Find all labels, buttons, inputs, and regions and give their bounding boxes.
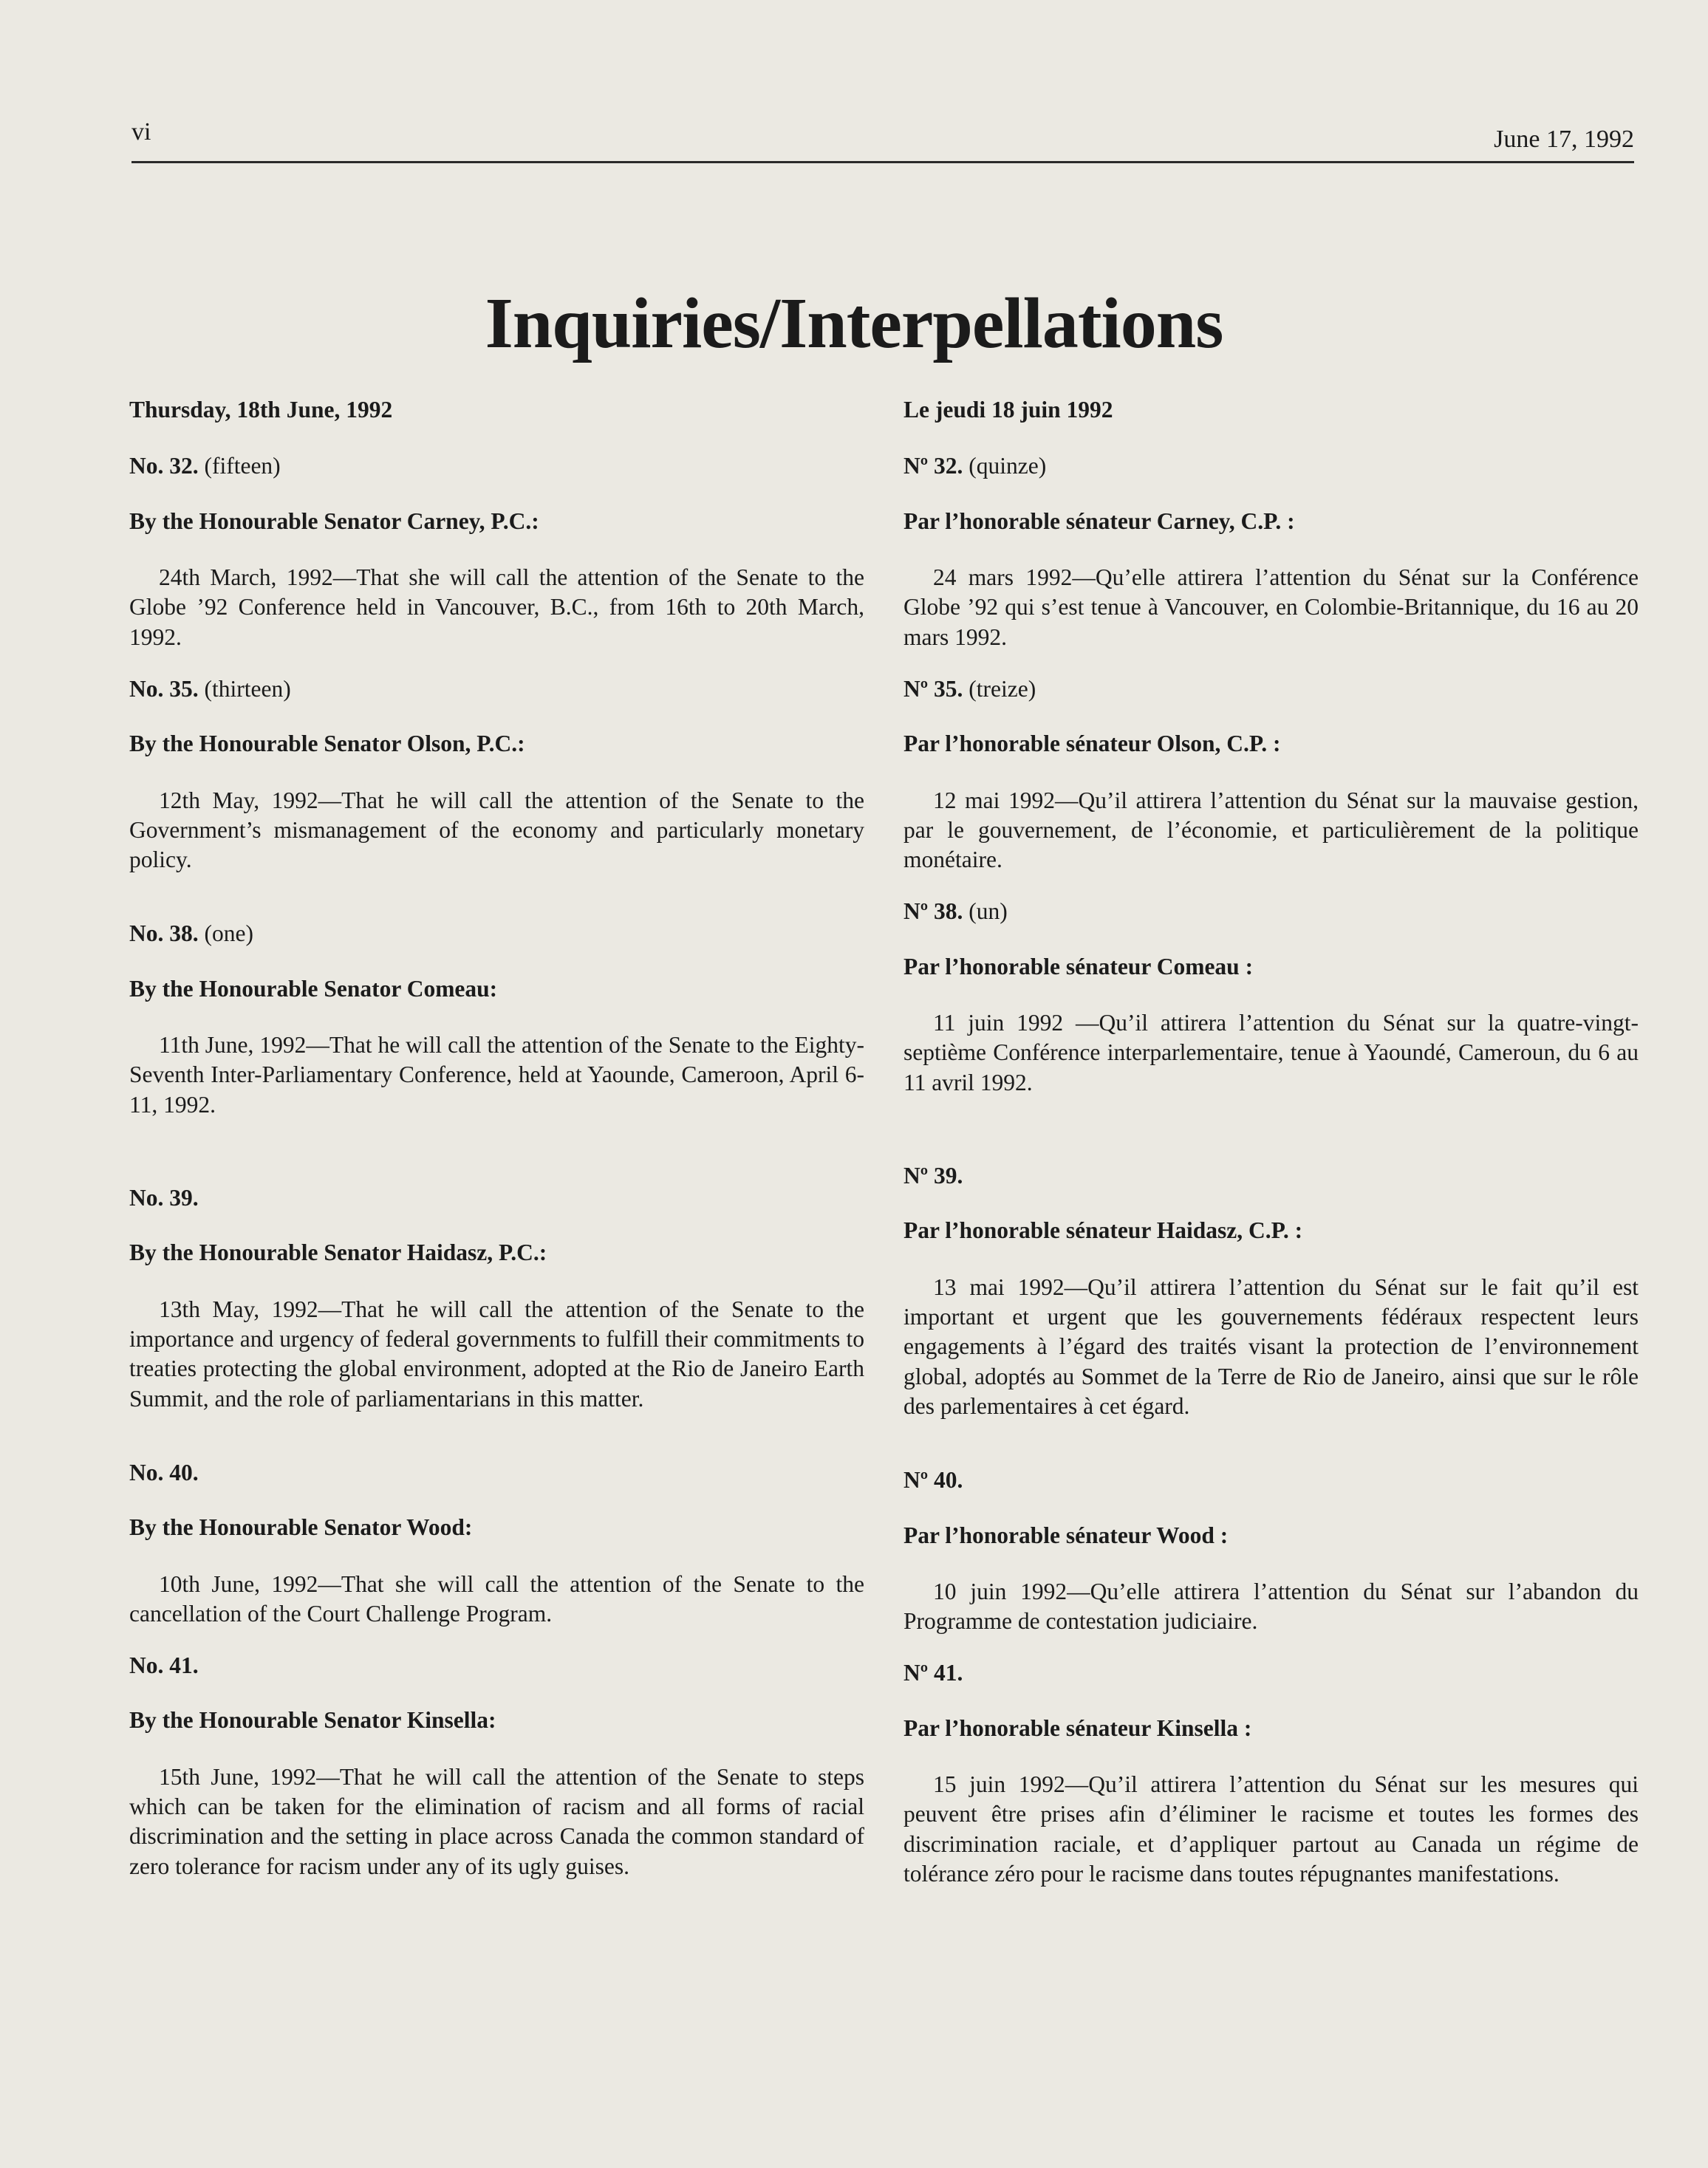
inquiry-sponsor: Par l’honorable sénateur Haidasz, C.P. : [903, 1217, 1303, 1244]
inquiry-sponsor: Par l’honorable sénateur Wood : [903, 1522, 1229, 1548]
inquiry-entry [903, 1658, 1639, 1889]
inquiry-text: 10 juin 1992—Qu’elle attirera l’attention du Sénat sur l’abandon du Programme de contestation judiciaire. [903, 1578, 1639, 1635]
page-title: Inquiries/Interpellations [485, 284, 1223, 363]
inquiry-number: Nº 35. (treize) [903, 675, 1036, 702]
inquiry-text: 13th May, 1992—That he will call the attention of the Senate to the importance and urgency of federal governments to fulfill their commitments to treaties protecting the global environment, adopted at the Rio de Janeiro Earth Summit, and the role of parliamentarians in this matter. [129, 1296, 864, 1412]
inquiry-entry [903, 897, 1639, 1098]
inquiry-text: 24 mars 1992—Qu’elle attirera l’attention du Sénat sur la Conférence Globe ’92 qui s’est tenue à Vancouver, en Colombie-Britannique, du 16 au 20 mars 1992. [903, 564, 1639, 650]
inquiry-sponsor: Par l’honorable sénateur Kinsella : [903, 1714, 1252, 1741]
inquiry-number: Nº 41. [903, 1660, 963, 1686]
inquiry-text: 13 mai 1992—Qu’il attirera l’attention du Sénat sur le fait qu’il est important et urgent que les gouvernements fédéraux respectent leurs engagements à l’égard des traités visant la protection de l’environnement global, adoptés au Sommet de la Terre de Rio de Janeiro, ainsi que sur le rôle des parlementaires à cet égard. [903, 1273, 1639, 1419]
inquiry-number: No. 38. (one) [129, 920, 253, 947]
inquiry-entry [129, 451, 864, 652]
inquiry-entry [129, 919, 864, 1120]
inquiry-sponsor: By the Honourable Senator Haidasz, P.C.: [129, 1239, 547, 1266]
inquiry-number: Nº 40. [903, 1467, 963, 1494]
inquiry-sponsor: By the Honourable Senator Comeau: [129, 975, 498, 1002]
inquiry-sponsor: Par l’honorable sénateur Comeau : [903, 953, 1254, 979]
inquiry-text: 12 mai 1992—Qu’il attirera l’attention du Sénat sur la mauvaise gestion, par le gouvernement, de l’économie, et particulièrement de la politique monétaire. [903, 787, 1639, 873]
inquiry-entry [129, 1651, 864, 1881]
inquiry-text: 10th June, 1992—That she will call the attention of the Senate to the cancellation of the Court Challenge Program. [129, 1570, 864, 1627]
inquiry-sponsor: By the Honourable Senator Wood: [129, 1514, 473, 1541]
header-date: June 17, 1992 [1494, 126, 1634, 153]
inquiry-sponsor: By the Honourable Senator Kinsella: [129, 1707, 496, 1734]
inquiry-entry [903, 1161, 1639, 1421]
inquiry-entry [903, 1466, 1639, 1636]
french-column [903, 395, 1639, 1889]
inquiry-text: 11th June, 1992—That he will call the attention of the Senate to the Eighty-Seventh Inter-Parliamentary Conference, held at Yaounde, Cameroon, April 6-11, 1992. [129, 1032, 864, 1118]
sitting-date: Thursday, 18th June, 1992 [129, 397, 393, 423]
inquiry-entry [129, 674, 864, 875]
inquiry-number: No. 40. [129, 1459, 199, 1485]
inquiry-text: 24th March, 1992—That she will call the attention of the Senate to the Globe ’92 Conference held in Vancouver, B.C., from 16th to 20th March, 1992. [129, 564, 864, 650]
inquiry-number: Nº 39. [903, 1163, 963, 1189]
sitting-date: Le jeudi 18 juin 1992 [903, 397, 1113, 423]
inquiry-text: 11 juin 1992 —Qu’il attirera l’attention du Sénat sur la quatre-vingt-septième Conférence interparlementaire, tenue à Yaoundé, Cameroun, du 6 au 11 avril 1992. [903, 1010, 1639, 1095]
inquiry-text: 15 juin 1992—Qu’il attirera l’attention du Sénat sur les mesures qui peuvent être prises afin d’éliminer le racisme et toutes les formes des discrimination raciale, et d’appliquer partout au Canada un régime de tolérance zéro pour le racisme dans toutes répugnantes manifestations. [903, 1771, 1639, 1887]
inquiry-sponsor: Par l’honorable sénateur Olson, C.P. : [903, 731, 1281, 757]
page-number: vi [131, 118, 151, 146]
inquiry-number: No. 39. [129, 1185, 199, 1211]
inquiry-entry [129, 1458, 864, 1629]
inquiry-text: 12th May, 1992—That he will call the attention of the Senate to the Government’s mismanagement of the economy and particularly monetary policy. [129, 787, 864, 873]
inquiry-sponsor: By the Honourable Senator Carney, P.C.: [129, 507, 539, 534]
inquiry-number: Nº 32. (quinze) [903, 453, 1047, 479]
inquiry-number: No. 35. (thirteen) [129, 675, 291, 702]
inquiry-entry [129, 1183, 864, 1414]
header-rule [131, 161, 1634, 163]
inquiry-number: Nº 38. (un) [903, 898, 1008, 925]
inquiry-entry [903, 451, 1639, 652]
english-column [129, 395, 864, 1881]
inquiry-entry [903, 674, 1639, 875]
inquiry-number: No. 32. (fifteen) [129, 453, 281, 479]
inquiry-sponsor: Par l’honorable sénateur Carney, C.P. : [903, 507, 1295, 534]
inquiry-text: 15th June, 1992—That he will call the attention of the Senate to steps which can be taken for the elimination of racism and all forms of racial discrimination and the setting in place across Canada the common standard of zero tolerance for racism under any of its ugly guises. [129, 1763, 864, 1879]
inquiry-number: No. 41. [129, 1652, 199, 1679]
inquiry-sponsor: By the Honourable Senator Olson, P.C.: [129, 731, 525, 757]
